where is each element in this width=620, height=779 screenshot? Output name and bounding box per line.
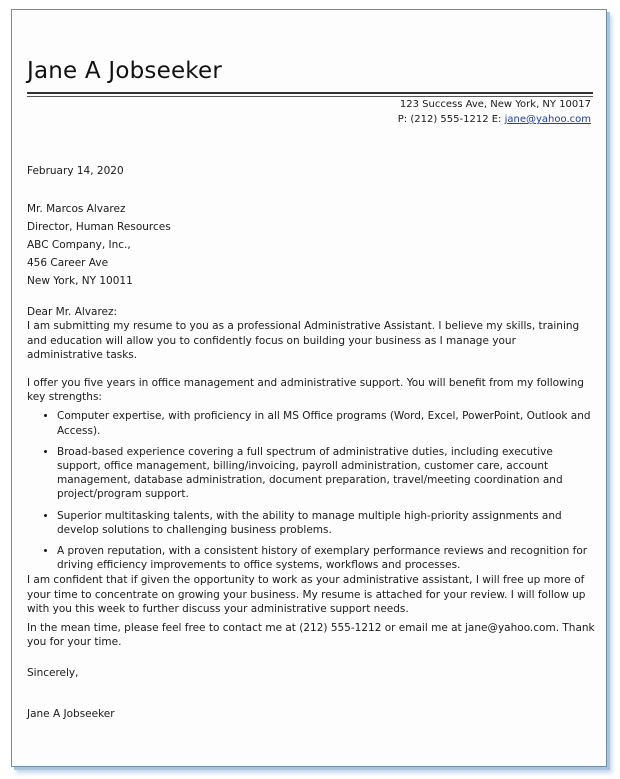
recipient-title: Director, Human Resources xyxy=(27,221,171,234)
sender-email-link[interactable]: jane@yahoo.com xyxy=(504,114,591,125)
sender-phone: P: (212) 555-1212 E: xyxy=(397,114,505,125)
paragraph-contact: In the mean time, please feel free to contact me at (212) 555-1212 or email me at jane@yahoo.com. Thank you for your time. xyxy=(27,622,595,649)
letter-body xyxy=(27,164,595,721)
paragraph-offer: I offer you five years in office management and administrative support. You will benefit from my following key strengths: xyxy=(27,377,584,404)
header-rule-thick xyxy=(27,92,593,94)
recipient-company: ABC Company, Inc., xyxy=(27,239,131,252)
recipient-block xyxy=(27,200,595,290)
sender-phone-email xyxy=(398,112,591,127)
sender-contact xyxy=(398,97,591,127)
strengths-list xyxy=(27,409,595,572)
salutation: Dear Mr. Alvarez: xyxy=(27,306,118,319)
list-item: • A proven reputation, with a consistent history of exemplary performance reviews and recognition for driving efficiency improvements to office systems, workflows and processes. xyxy=(57,544,595,572)
list-item: • Computer expertise, with proficiency in all MS Office programs (Word, Excel, PowerPoint, Outlook and Access). xyxy=(57,409,595,437)
letter-date: February 14, 2020 xyxy=(27,165,124,177)
recipient-city: New York, NY 10011 xyxy=(27,275,133,288)
letter-page xyxy=(11,9,607,767)
recipient-street: 456 Career Ave xyxy=(27,257,109,270)
list-item: • Broad-based experience covering a full spectrum of administrative duties, including executive support, office management, billing/invoicing, payroll administration, customer care, account management, database administration, document preparation, travel/meeting coordination and project/program support. xyxy=(57,445,595,502)
closing: Sincerely, xyxy=(27,667,79,680)
paragraph-confident: I am confident that if given the opportunity to work as your administrative assistant, I will free up more of your time to concentrate on growing your business. My resume is attached for your review. I will follow up with you this week to further discuss your administrative support needs. xyxy=(27,574,586,615)
signature: Jane A Jobseeker xyxy=(27,707,115,720)
recipient-name: Mr. Marcos Alvarez xyxy=(27,203,126,216)
sender-address: 123 Success Ave, New York, NY 10017 xyxy=(399,99,591,110)
paragraph-intro: I am submitting my resume to you as a professional Administrative Assistant. I believe my skills, training and education will allow you to confidently focus on building your business as I manage your administrative tasks. xyxy=(27,320,580,361)
sender-name: Jane A Jobseeker xyxy=(27,58,223,84)
list-item: • Superior multitasking talents, with the ability to manage multiple high-priority assignments and develop solutions to challenging business problems. xyxy=(57,509,595,537)
